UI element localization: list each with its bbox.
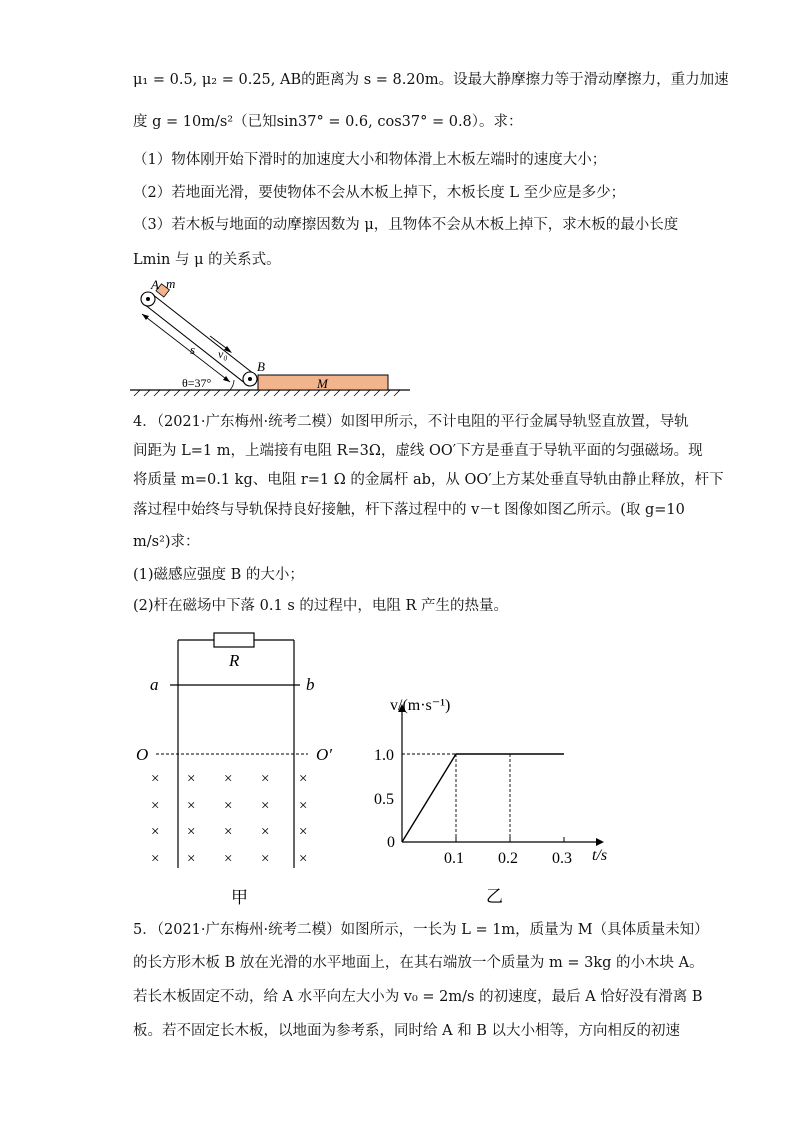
label-theta: θ=37° <box>182 376 212 390</box>
x-tick-label: 0.3 <box>552 850 572 867</box>
field-cross-icon: × <box>299 771 308 787</box>
label-R: R <box>229 651 240 670</box>
field-cross-icon: × <box>261 771 270 787</box>
field-cross-icon: × <box>299 798 308 814</box>
field-cross-icon: × <box>261 798 270 814</box>
series-line <box>402 754 564 842</box>
p4-line4: 落过程中始终与导轨保持良好接触，杆下落过程中的 v－t 图像如图乙所示。(取 g=10 <box>133 502 685 518</box>
p3-q3b: Lmin 与 μ 的关系式。 <box>133 252 281 268</box>
label-O-prime: O′ <box>316 745 332 764</box>
field-cross-icon: × <box>151 771 160 787</box>
x-axis-label: t/s <box>592 847 608 864</box>
field-cross-icon: × <box>299 824 308 840</box>
rail-circuit-figure <box>128 628 348 910</box>
field-cross-icon: × <box>299 851 308 867</box>
field-cross-icon: × <box>261 824 270 840</box>
caption-jia: 甲 <box>231 888 248 907</box>
p5-line4: 板。若不固定长木板，以地面为参考系，同时给 A 和 B 以大小相等，方向相反的初速 <box>133 1023 681 1039</box>
origin-label: 0 <box>387 834 395 851</box>
field-cross-icon: × <box>151 851 160 867</box>
p3-q3a: （3）若木板与地面的动摩擦因数为 μ，且物体不会从木板上掉下，求木板的最小长度 <box>133 217 679 233</box>
label-b: b <box>306 675 315 694</box>
field-cross-icon: × <box>187 798 196 814</box>
vt-graph <box>360 680 630 910</box>
label-M: M <box>317 376 328 391</box>
x-axis-arrow-icon <box>596 838 604 846</box>
field-cross-icon: × <box>224 771 233 787</box>
incline-board-figure <box>120 278 420 400</box>
p4-line3: 将质量 m=0.1 kg、电阻 r=1 Ω 的金属杆 ab，从 OO′上方某处垂直导轨由静止释放，杆下 <box>133 472 724 488</box>
label-B: B <box>257 359 265 374</box>
y-axis-label: v/(m·s⁻¹) <box>390 697 451 714</box>
field-cross-icon: × <box>187 851 196 867</box>
p5-line1: 5．（2021·广东梅州·统考二模）如图所示，一长为 L = 1m，质量为 M（具体质量未知） <box>133 922 709 938</box>
p5-line2: 的长方形木板 B 放在光滑的水平地面上，在其右端放一个质量为 m = 3kg 的小木块 A。 <box>133 955 704 971</box>
p4-line1: 4．（2021·广东梅州·统考二模）如图甲所示，不计电阻的平行金属导轨竖直放置，导轨 <box>133 414 689 430</box>
field-cross-icon: × <box>224 798 233 814</box>
field-cross-icon: × <box>187 824 196 840</box>
resistor-R <box>214 633 254 647</box>
p4-q2: (2)杆在磁场中下落 0.1 s 的过程中，电阻 R 产生的热量。 <box>133 598 509 614</box>
p4-line5: m/s²)求： <box>133 534 200 550</box>
field-cross-icon: × <box>224 824 233 840</box>
p3-q1: （1）物体刚开始下滑时的加速度大小和物体滑上木板左端时的速度大小； <box>133 152 607 168</box>
label-m: m <box>166 278 176 291</box>
p4-line2: 间距为 L=1 m，上端接有电阻 R=3Ω，虚线 OO′下方是垂直于导轨平面的匀强磁场。现 <box>133 443 703 459</box>
p5-line3: 若长木板固定不动，给 A 水平向左大小为 v₀ = 2m/s 的初速度，最后 A 恰好没有滑离 B <box>133 989 703 1005</box>
field-cross-icon: × <box>261 851 270 867</box>
field-cross-icon: × <box>151 824 160 840</box>
p3-line1: μ₁ = 0.5, μ₂ = 0.25, AB的距离为 s = 8.20m。设最大静摩擦力等于滑动摩擦力，重力加速 <box>133 72 729 88</box>
p3-q2: （2）若地面光滑，要使物体不会从木板上掉下，木板长度 L 至少应是多少； <box>133 185 626 201</box>
p3-line2: 度 g = 10m/s²（已知sin37° = 0.6, cos37° = 0.8）。求： <box>133 114 523 130</box>
y-tick-label: 0.5 <box>374 791 394 808</box>
field-cross-icon: × <box>187 771 196 787</box>
label-v0: v₀ <box>218 347 228 361</box>
label-A: A <box>151 278 159 292</box>
label-a: a <box>150 675 159 694</box>
x-tick-label: 0.2 <box>498 850 518 867</box>
field-cross-icon: × <box>151 798 160 814</box>
caption-yi: 乙 <box>486 887 503 906</box>
label-O: O <box>136 745 149 764</box>
x-tick-label: 0.1 <box>444 850 464 867</box>
label-s: s <box>190 342 196 357</box>
p4-q1: (1)磁感应强度 B 的大小； <box>133 567 304 583</box>
field-cross-icon: × <box>224 851 233 867</box>
y-tick-label: 1.0 <box>374 747 394 764</box>
